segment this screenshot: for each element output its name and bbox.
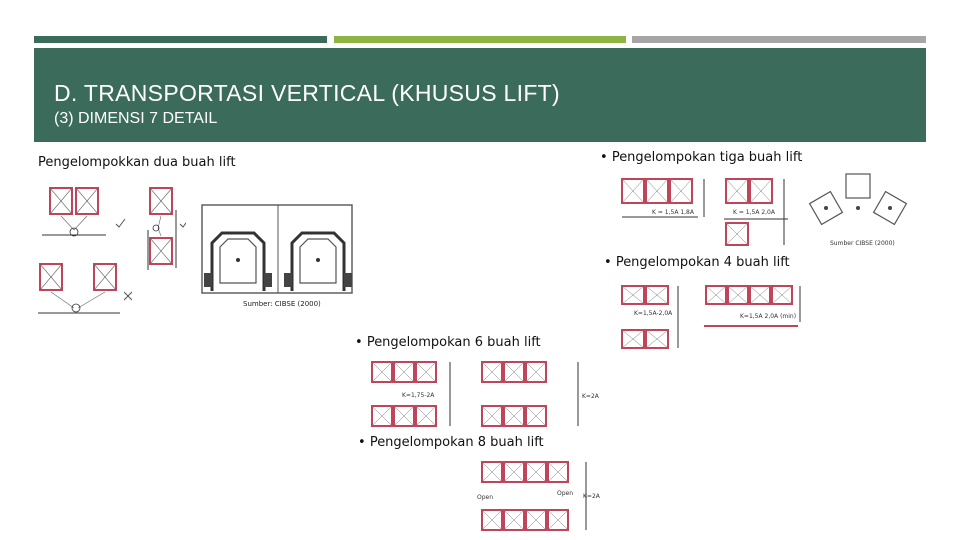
k-label-six-lifts-2: K=2A xyxy=(582,393,599,400)
slide-subtitle: (3) DIMENSI 7 DETAIL xyxy=(54,110,218,127)
caption-two-lifts: Pengelompokkan dua buah lift xyxy=(38,155,236,170)
k-label-six-lifts-1: K=1,75-2A xyxy=(402,392,435,399)
caption-four-lifts: • Pengelompokan 4 buah lift xyxy=(604,255,790,270)
top-bar-gray xyxy=(632,36,926,43)
k-label-four-lifts-1: K=1,5A-2,0A xyxy=(634,310,673,317)
caption-eight-lifts-text: Pengelompokan 8 buah lift xyxy=(369,435,544,450)
k-label-eight-lifts: K=2A xyxy=(583,493,600,500)
title-banner xyxy=(34,48,926,142)
top-bar-green xyxy=(334,36,626,43)
caption-four-lifts-text: Pengelompokan 4 buah lift xyxy=(615,255,790,270)
caption-six-lifts: • Pengelompokan 6 buah lift xyxy=(355,335,541,350)
source-two-lifts: Sumber: CIBSE (2000) xyxy=(243,300,321,308)
caption-three-lifts: • Pengelompokan tiga buah lift xyxy=(600,150,803,165)
caption-eight-lifts: • Pengelompokan 8 buah lift xyxy=(358,435,544,450)
open-label-left: Open xyxy=(477,494,494,501)
open-label-right: Open xyxy=(557,490,574,497)
slide-title: D. TRANSPORTASI VERTICAL (KHUSUS LIFT) xyxy=(54,80,560,106)
source-three-lifts: Sumber CIBSE (2000) xyxy=(830,240,895,247)
k-label-four-lifts-2: K=1,5A 2,0A (min) xyxy=(740,313,797,320)
caption-six-lifts-text: Pengelompokan 6 buah lift xyxy=(366,335,541,350)
top-bar-dark xyxy=(34,36,327,43)
k-label-three-lifts-2: K = 1,5A 2,0A xyxy=(733,209,775,216)
two-lift-layout-diagrams xyxy=(36,180,186,320)
k-label-three-lifts-1: K = 1,5A 1,8A xyxy=(652,209,694,216)
three-lift-angled-plan xyxy=(808,168,908,238)
two-lift-plan-drawing xyxy=(200,203,360,298)
caption-three-lifts-text: Pengelompokan tiga buah lift xyxy=(611,150,803,165)
